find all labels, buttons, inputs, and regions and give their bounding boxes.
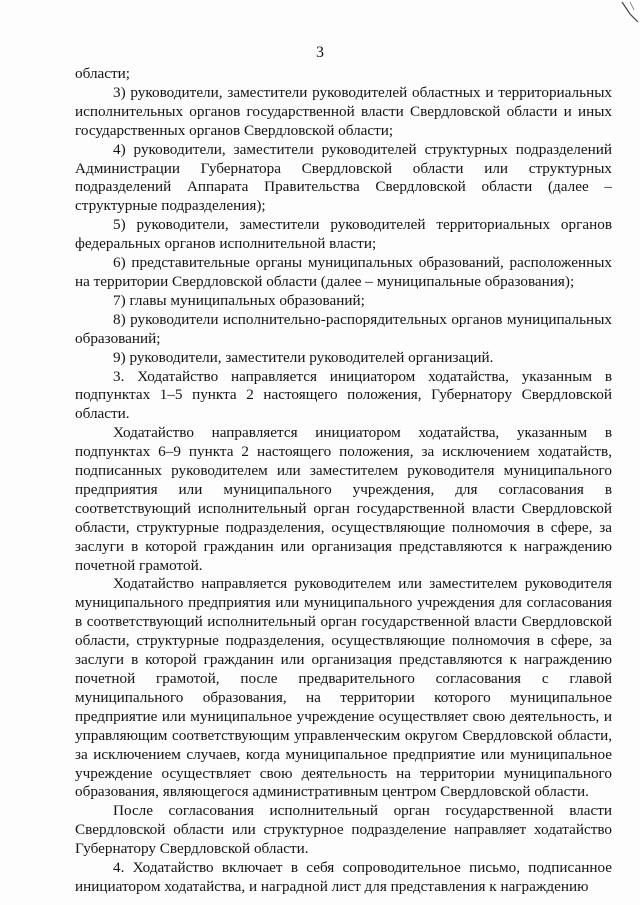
paragraph: 7) главы муниципальных образований; bbox=[113, 291, 365, 309]
corner-fold-mark bbox=[600, 0, 640, 30]
document-body bbox=[75, 65, 612, 897]
page-number: 3 bbox=[316, 44, 324, 61]
paragraph: 3) руководители, заместители руководителей областных и территориальных исполнительных органов государственной власти Свердловской области и иных государственных органов Свердловской области; bbox=[75, 83, 612, 139]
paragraph: 4) руководители, заместители руководителей структурных подразделений Администрации Губернатора Свердловской области или структурных подразделений Аппарата Правительства Свердловской области (далее – структурные подразделения); bbox=[75, 140, 612, 215]
paragraph: 3. Ходатайство направляется инициатором ходатайства, указанным в подпунктах 1–5 пункта 2 настоящего положения, Губернатору Свердловской области. bbox=[75, 367, 612, 423]
paragraph: 9) руководители, заместители руководителей организаций. bbox=[113, 348, 494, 366]
paragraph: Ходатайство направляется руководителем или заместителем руководителя муниципального предприятия или муниципального учреждения для согласования в соответствующий исполнительный орган государственной власти Свердловской области, структурные подразделения, осуществляющие полномочия в сфере, за заслуги в которой гражданин или организация представляются к награждению почетной грамотой, после предварительного согласования с главой муниципального образования, на территории которого муниципальное предприятие или муниципальное учреждение осуществляет свою деятельность, и управляющим соответствующим управленческим округом Свердловской области, за исключением случаев, когда муниципальное предприятие или муниципальное учреждение осуществляет свою деятельность на территории муниципального образования, являющегося административным центром Свердловской области. bbox=[75, 575, 612, 801]
paragraph: 5) руководители, заместители руководителей территориальных органов федеральных органов исполнительной власти; bbox=[75, 216, 612, 253]
paragraph: 6) представительные органы муниципальных образований, расположенных на территории Свердловской области (далее – муниципальные образования); bbox=[75, 254, 612, 290]
paragraph: Ходатайство направляется инициатором ходатайства, указанным в подпунктах 6–9 пункта 2 настоящего положения, за исключением ходатайств, подписанных руководителем или заместителем руководителя муниципального предприятия или муниципального учреждения, для согласования в соответствующий исполнительный орган государственной власти Свердловской области, структурные подразделения, осуществляющие полномочия в сфере, за заслуги в которой гражданин или организация представляются к награждению почетной грамотой. bbox=[75, 424, 612, 574]
paragraph: После согласования исполнительный орган государственной власти Свердловской области или структурное подразделение направляет ходатайство Губернатору Свердловской области. bbox=[75, 802, 612, 858]
paragraph: 4. Ходатайство включает в себя сопроводительное письмо, подписанное инициатором ходатайства, и наградной лист для представления к награждению bbox=[75, 859, 612, 895]
paragraph: области; bbox=[75, 65, 130, 82]
paragraph: 8) руководители исполнительно-распорядительных органов муниципальных образований; bbox=[75, 310, 612, 347]
